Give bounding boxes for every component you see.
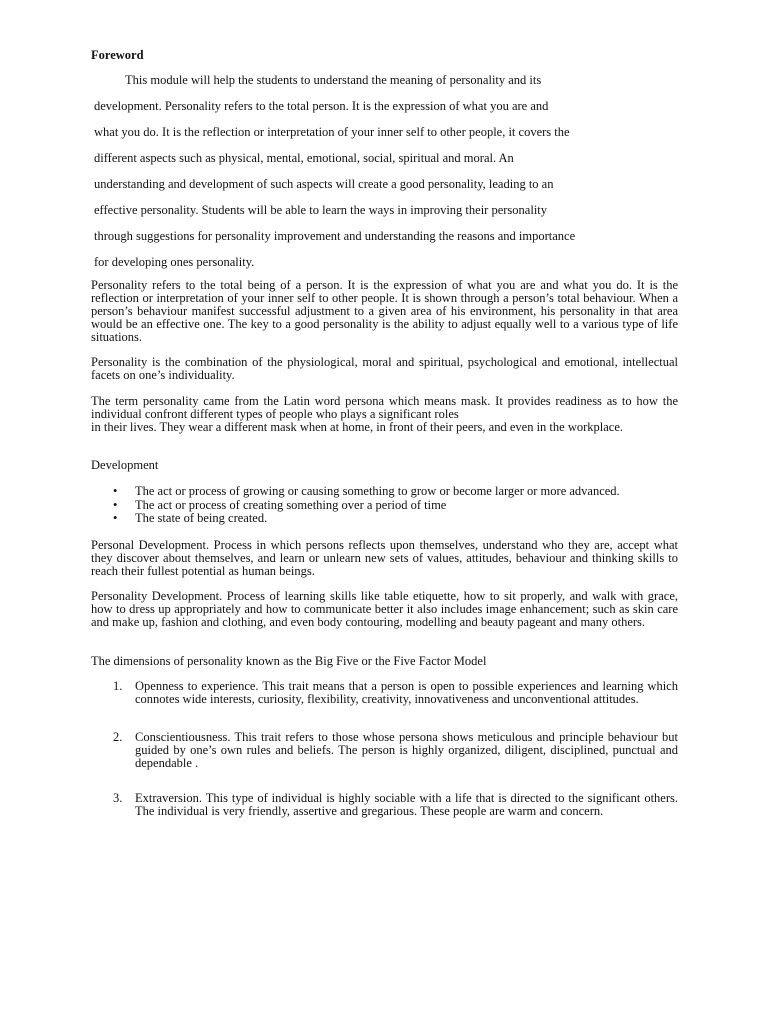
foreword-line: different aspects such as physical, mental, emotional, social, spiritual and moral. An (94, 151, 514, 165)
bullet-icon: • (113, 497, 118, 512)
item-number: 2. (113, 730, 123, 744)
big-five-item-extraversion (91, 792, 678, 818)
item-text: Openness to experience. This trait means that a person is open to possible experiences and learning which connotes wide interests, curiosity, flexibility, creativity, innovativeness and unconventional attitudes. (135, 679, 678, 706)
paragraph-personal-development: Personal Development. Process in which persons reflects upon themselves, understand who they are, accept what they discover about themselves, and learn or unlearn new sets of values, attitudes, behaviour and thinking skills to reach their fullest potential as human beings. (91, 538, 678, 578)
list-item: • The state of being created. (113, 511, 268, 525)
item-text: Conscientiousness. This trait refers to those whose persona shows meticulous and principle behaviour but guided by one’s own rules and beliefs. The person is highly organized, diligent, disciplined, punctual and dependable . (135, 730, 678, 770)
foreword-line: understanding and development of such aspects will create a good personality, leading to an (94, 177, 554, 191)
bullet-icon: • (113, 511, 118, 525)
item-number: 3. (113, 791, 123, 805)
item-text: Extraversion. This type of individual is highly sociable with a life that is directed to the significant others. The individual is very friendly, assertive and gregarious. These people are warm and concern. (135, 791, 678, 818)
list-item: • The act or process of growing or causing something to grow or become larger or more advanced. (113, 484, 620, 498)
foreword-line: through suggestions for personality improvement and understanding the reasons and importance (94, 229, 576, 243)
big-five-item-openness (91, 680, 678, 706)
bullet-icon: • (113, 484, 118, 498)
foreword-line: development. Personality refers to the total person. It is the expression of what you are and (94, 99, 549, 113)
big-five-intro: The dimensions of personality known as the Big Five or the Five Factor Model (91, 654, 487, 668)
paragraph-personality-definition: Personality refers to the total being of a person. It is the expression of what you are and what you do. It is the reflection or interpretation of your inner self to other people. It is shown through a person’s total behaviour. When a person’s behaviour manifest successful adjustment to a given area of his environment, his personality in that area would be an effective one. The key to a good personality is the ability to adjust equally well to a various type of life situations. (91, 278, 678, 344)
big-five-item-conscientiousness (91, 731, 678, 770)
item-number: 1. (113, 679, 123, 693)
foreword-line: what you do. It is the reflection or interpretation of your inner self to other people, it covers the (94, 125, 570, 139)
paragraph-personality-development: Personality Development. Process of learning skills like table etiquette, how to sit properly, and walk with grace, how to dress up appropriately and how to communicate better it also includes image enhancement; such as skin care and make up, fashion and clothing, and even body contouring, modelling and beauty pageant and many others. (91, 589, 678, 629)
development-heading: Development (91, 458, 159, 472)
foreword-line: for developing ones personality. (94, 255, 255, 269)
list-item: • The act or process of creating something over a period of time (113, 497, 447, 512)
paragraph-persona-origin: The term personality came from the Latin word persona which means mask. It provides readiness as to how the individual confront different types of people who plays a significant roles (91, 394, 678, 421)
foreword-line: This module will help the students to understand the meaning of personality and its (125, 73, 542, 87)
foreword-line: effective personality. Students will be able to learn the ways in improving their personality (94, 203, 548, 217)
development-bullet-list (91, 485, 691, 526)
paragraph-persona-mask: in their lives. They wear a different mask when at home, in front of their peers, and even in the workplace. (91, 420, 623, 434)
paragraph-personality-combination: Personality is the combination of the physiological, moral and spiritual, psychological and emotional, intellectual facets on one’s individuality. (91, 355, 678, 382)
foreword-heading: Foreword (91, 48, 144, 62)
